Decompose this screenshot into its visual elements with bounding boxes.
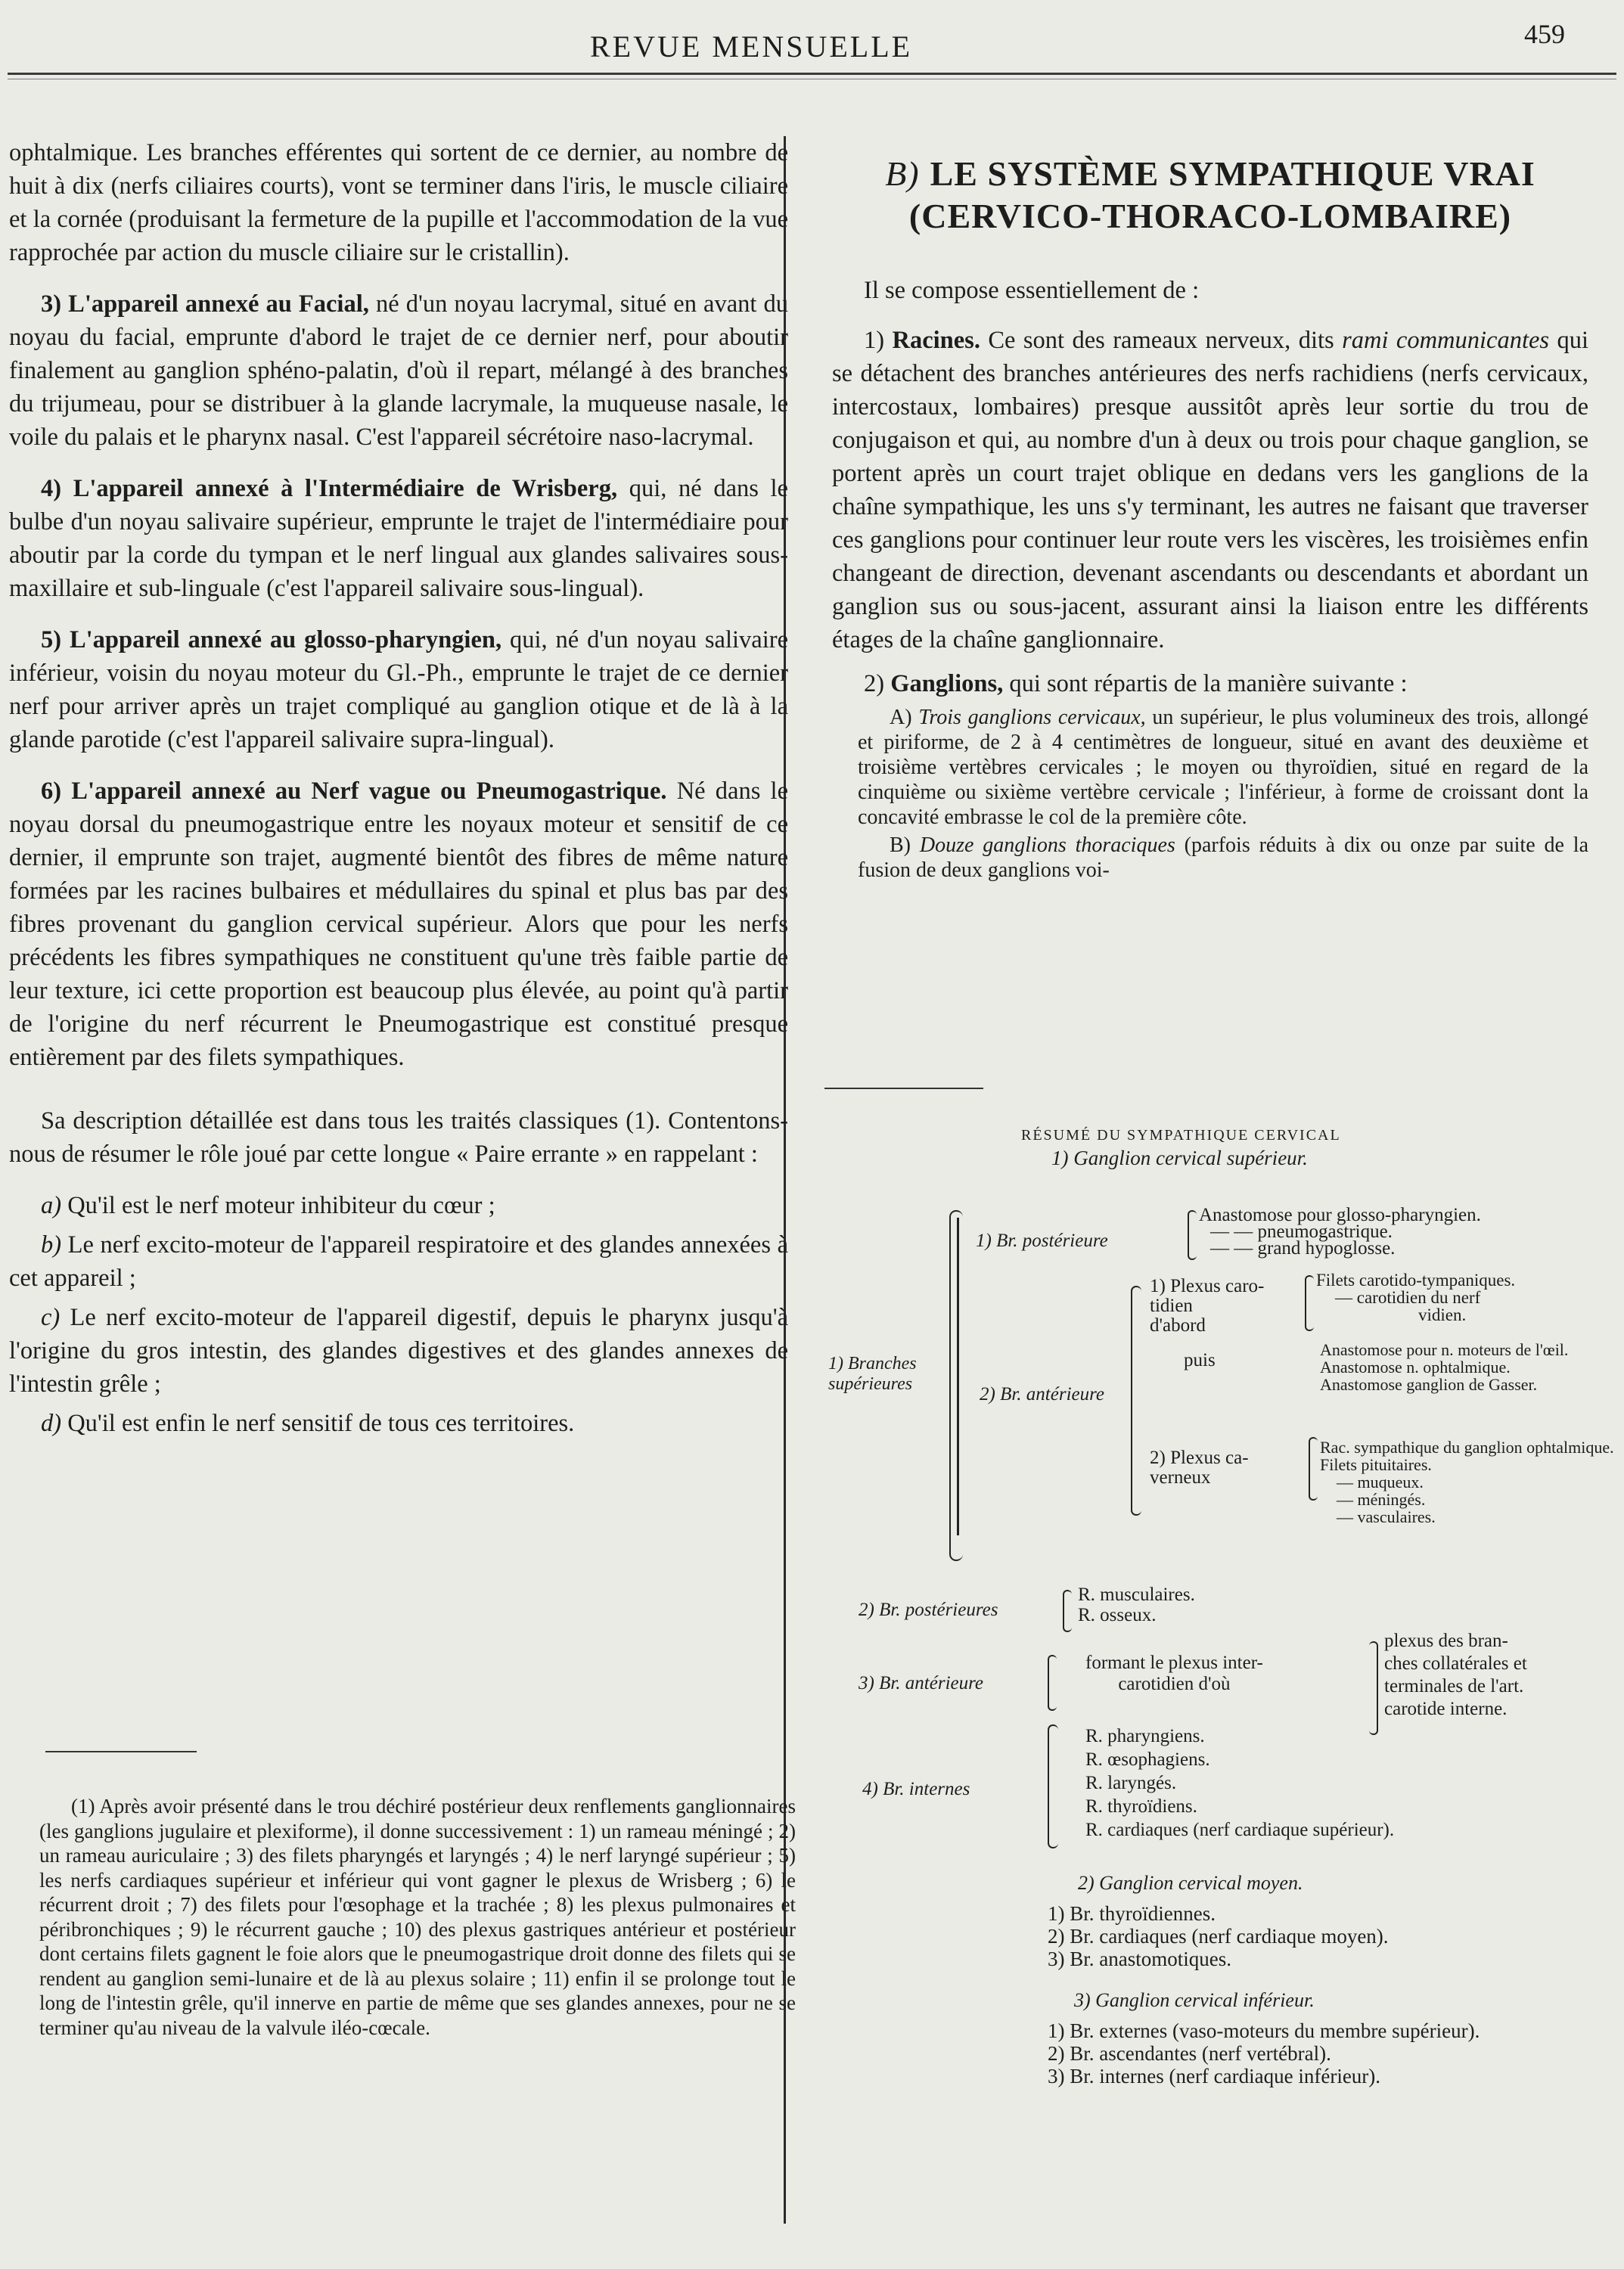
thoraciques-marker: B) [890, 833, 911, 857]
branches-label-line2: supérieures [828, 1374, 913, 1394]
branches-superieures-label [828, 1354, 917, 1395]
brace-posterieure [1188, 1210, 1197, 1260]
list-item-b [9, 1228, 788, 1295]
resume-diagram [824, 1127, 1624, 2186]
paragraph-wrisberg [9, 472, 788, 605]
racines-text-2: qui se détachent des branches antérieures des nerfs rachidiens (nerfs cervicaux, intercostaux, lombaires) presque aussitôt après leur sortie du trou de conjugaison et qui, au nombre d'un à deux ou trois pour chaque ganglion, se portent après un court trajet oblique en dedans vers les ganglions de la chaîne sympathique, les uns s'y terminant, les autres ne faisant que traverser ces ganglions pour continuer leur route vers les viscères, les troisièmes enfin changeant de direction, devenant ascendants ou descendants et abordant un ganglion sus ou sous-jacent, assurant ainsi la liaison entre les différents étages de la chaîne ganglionnaire. [832, 327, 1589, 653]
cervicaux-text: un supérieur, le plus volumineux des trois, allongé et piriforme, de 2 à 4 centimètres de longueur, situé en avant des deuxième et troisième vertèbres cervicales ; le moyen ou thyroïdien, situé en regard de la cinquième ou sixième vertèbre cervicale ; l'inférieur, à forme de croissant dont la concavité embrasse le col de la première côte. [858, 706, 1588, 829]
brace-anterieure [1131, 1286, 1141, 1516]
plexus-caverneux-line1: 2) Plexus ca- [1150, 1448, 1249, 1468]
r-musculaires: R. musculaires. [1078, 1585, 1195, 1605]
paragraph-description: Sa description détaillée est dans tous les traités classiques (1). Contentons-nous de résumer le rôle joué par cette longue « Paire errante » en rappelant : [9, 1107, 788, 1168]
brace-internes [1048, 1724, 1058, 1848]
paragraph-wrisberg-lead: 4) L'appareil annexé à l'Intermédiaire de Wrisberg, [41, 475, 618, 502]
paragraph-racines [832, 324, 1588, 656]
plexus-branches-line1: plexus des bran- [1384, 1631, 1508, 1651]
paragraph-vague-lead: 6) L'appareil annexé au Nerf vague ou Pneumogastrique. [41, 778, 667, 805]
filets-pituitaires: Filets pituitaires. [1320, 1455, 1432, 1474]
left-column [9, 136, 788, 1458]
journal-title: REVUE MENSUELLE [590, 29, 913, 64]
anastomose-pneumo: — — pneumogastrique. [1210, 1221, 1393, 1242]
ganglion-superieur-heading: 1) Ganglion cervical supérieur. [1051, 1147, 1308, 1169]
list-item-d-text: Qu'il est enfin le nerf sensitif de tous ces territoires. [67, 1410, 575, 1437]
branch-line [957, 1218, 959, 1535]
plexus-caverneux-line2: verneux [1150, 1467, 1211, 1488]
paragraph-facial [9, 287, 788, 454]
br-anterieure-label: 2) Br. antérieure [980, 1384, 1105, 1405]
footnotes [39, 1794, 796, 2040]
br-cardiaques: 2) Br. cardiaques (nerf cardiaque moyen). [1048, 1925, 1389, 1948]
filets-vasculaires: — vasculaires. [1337, 1507, 1436, 1526]
cervicaux-marker: A) [890, 706, 912, 729]
list-item-b-marker: b) [41, 1231, 62, 1259]
list-item-a-text: Qu'il est le nerf moteur inhibiteur du cœur ; [67, 1192, 495, 1219]
plexus-carotidien-line3: d'abord [1150, 1315, 1206, 1336]
r-cardiaques: R. cardiaques (nerf cardiaque supérieur). [1085, 1820, 1395, 1840]
ganglions-label: Ganglions, [890, 670, 1004, 697]
racines-italic: rami communicantes [1342, 327, 1550, 354]
ganglion-inferieur-heading: 3) Ganglion cervical inférieur. [1074, 1989, 1315, 2011]
list-item-d [9, 1407, 788, 1440]
section-title-line1: LE SYSTÈME SYMPATHIQUE VRAI [930, 154, 1536, 193]
br-internes-inf: 3) Br. internes (nerf cardiaque inférieur). [1048, 2065, 1381, 2087]
paragraph-facial-body: né d'un noyau lacrymal, situé en avant du noyau du facial, emprunte d'abord le trajet de ce dernier nerf, pour aboutir finalement au ganglion sphéno-palatin, d'où il repart, mélangé à des branches du trijumeau, pour se distribuer à la glande lacrymale, la muqueuse nasale, le voile du palais et le pharynx nasal. C'est l'appareil sécrétoire naso-lacrymal. [9, 290, 788, 451]
paragraph-cervicaux [832, 705, 1588, 830]
cervicaux-italic: Trois ganglions cervicaux, [918, 706, 1146, 729]
plexus-branches-line4: carotide interne. [1384, 1699, 1508, 1719]
list-item-a [9, 1189, 788, 1222]
branches-label-line1: 1) Branches [828, 1354, 917, 1374]
ganglion-moyen-heading: 2) Ganglion cervical moyen. [1078, 1872, 1303, 1894]
paragraph-glosso-lead: 5) L'appareil annexé au glosso-pharyngien, [41, 626, 502, 653]
anastomose-moteurs: Anastomose pour n. moteurs de l'œil. [1320, 1340, 1569, 1359]
list-item-c [9, 1301, 788, 1401]
r-larynges: R. laryngés. [1085, 1773, 1177, 1793]
list-item-b-text: Le nerf excito-moteur de l'appareil respiratoire et des glandes annexées à cet appareil ; [9, 1231, 788, 1292]
paragraph-vague [9, 774, 788, 1074]
thoraciques-text: (parfois réduits à dix ou onze par suite de la fusion de deux ganglions voi- [858, 833, 1588, 882]
plexus-carotidien-label [1150, 1277, 1264, 1336]
ganglion-inferieur-items [1048, 2019, 1480, 2087]
plexus-caverneux-label [1150, 1448, 1249, 1488]
racines-number: 1) [864, 327, 885, 354]
diagram-title: RÉSUMÉ DU SYMPATHIQUE CERVICAL [1021, 1127, 1341, 1144]
filets-muqueux: — muqueux. [1337, 1473, 1424, 1491]
r-thyroidiens: R. thyroïdiens. [1085, 1796, 1197, 1817]
plexus-branches-text [1384, 1630, 1527, 1721]
br-anterieure-3-label: 3) Br. antérieure [859, 1673, 984, 1693]
paragraph-glosso [9, 623, 788, 756]
paragraph-ophtalmique: ophtalmique. Les branches efférentes qui sortent de ce dernier, au nombre de huit à dix (nerfs ciliaires courts), vont se terminer dans l'iris, le muscle ciliaire et la cornée (produisant la fermeture de la pupille et l'accommodation de la vue rapprochée par action du muscle ciliaire sur le cristallin). [9, 139, 788, 266]
header-rule [8, 73, 1616, 75]
section-rule [824, 1088, 983, 1089]
rac-sympathique: Rac. sympathique du ganglion ophtalmique. [1320, 1438, 1614, 1457]
br-posterieure-label: 1) Br. postérieure [976, 1231, 1108, 1251]
thoraciques-italic: Douze ganglions thoraciques [919, 833, 1175, 857]
filets-carotidien: — carotidien du nerf [1335, 1288, 1481, 1307]
filets-carotido: Filets carotido-tympaniques. [1316, 1271, 1516, 1290]
br-externes: 1) Br. externes (vaso-moteurs du membre supérieur). [1048, 2019, 1480, 2042]
br-anastomotiques: 3) Br. anastomotiques. [1048, 1948, 1231, 1970]
anastomose-hypoglosse: — — grand hypoglosse. [1210, 1238, 1396, 1259]
footnote-separator [45, 1751, 197, 1752]
right-column [832, 136, 1588, 883]
brace-plexus-carotidien [1305, 1275, 1314, 1331]
br-posterieures-label: 2) Br. postérieures [859, 1600, 998, 1620]
paragraph-glosso-body: qui, né d'un noyau salivaire inférieur, voisin du noyau moteur du Gl.-Ph., emprunte le trajet de ce dernier nerf pour arriver après un trajet compliqué au ganglion otique et de là à la glande parotide (c'est l'appareil salivaire supra-lingual). [9, 626, 788, 753]
list-item-a-marker: a) [41, 1192, 62, 1219]
br-thyroidiennes: 1) Br. thyroïdiennes. [1048, 1902, 1216, 1925]
r-pharyngiens: R. pharyngiens. [1085, 1726, 1205, 1746]
anastomoses-oculaires [1320, 1341, 1619, 1393]
r-oesophagiens: R. œsophagiens. [1085, 1749, 1210, 1770]
filets-meninges: — méningés. [1337, 1490, 1426, 1509]
ganglions-text: qui sont répartis de la manière suivante : [1003, 670, 1408, 697]
plexus-carotidien-line1: 1) Plexus caro- [1150, 1276, 1265, 1296]
brace-anterieure-3 [1048, 1655, 1057, 1711]
plexus-carotidien-line2: tidien [1150, 1296, 1193, 1316]
brace-plexus-branches [1369, 1641, 1378, 1735]
section-title [832, 153, 1588, 237]
brace-posterieures [1063, 1590, 1072, 1632]
list-item-c-text: Le nerf excito-moteur de l'appareil digestif, depuis le pharynx jusqu'à l'origine du gros intestin, des glandes digestives et des glandes annexes de l'intestin grêle ; [9, 1304, 789, 1398]
br-ascendantes: 2) Br. ascendantes (nerf vertébral). [1048, 2042, 1331, 2065]
racines-text-1: Ce sont des rameaux nerveux, dits [988, 327, 1334, 354]
paragraph-thoraciques [832, 833, 1588, 883]
filets-vidien: vidien. [1418, 1305, 1467, 1324]
anastomose-gasser: Anastomose ganglion de Gasser. [1320, 1375, 1538, 1394]
paragraph-facial-lead: 3) L'appareil annexé au Facial, [41, 290, 369, 318]
section-letter: B) [885, 154, 920, 193]
paragraph-intro: Il se compose essentiellement de : [864, 277, 1200, 304]
page-number: 459 [1524, 19, 1565, 49]
list-item-c-marker: c) [41, 1304, 61, 1331]
internes-items [1085, 1724, 1394, 1842]
ganglion-moyen-items [1048, 1902, 1389, 1970]
running-head [0, 14, 1624, 67]
racines-label: Racines. [892, 327, 980, 354]
brace-caverneux [1309, 1437, 1318, 1501]
section-title-line2: (CERVICO-THORACO-LOMBAIRE) [908, 197, 1512, 235]
ganglions-number: 2) [864, 670, 885, 697]
list-item-d-marker: d) [41, 1410, 62, 1437]
anastomose-ophtalmique: Anastomose n. ophtalmique. [1320, 1358, 1511, 1377]
caverneux-items [1320, 1439, 1619, 1526]
plexus-branches-line2: ches collatérales et [1384, 1653, 1527, 1674]
formant-plexus [1085, 1653, 1263, 1695]
r-osseux: R. osseux. [1078, 1605, 1157, 1625]
brace-branches [949, 1210, 963, 1561]
puis-label: puis [1184, 1350, 1216, 1370]
footnote-1: (1) Après avoir présenté dans le trou déchiré postérieur deux renflements ganglionnaires (les ganglions jugulaire et plexiforme), il donne successivement : 1) un rameau méningé ; 2) un rameau auriculaire ; 3) des filets pharyngés et laryngés ; 4) le nerf laryngé supérieur ; 5) les nerfs cardiaques supérieur et inférieur qui vont gagner le plexus de Wrisberg ; 6) le récurrent droit ; 7) des filets pour l'œsophage et la trachée ; 8) les plexus pulmonaires et péribronchiques ; 9) le récurrent gauche ; 10) des plexus gastriques antérieur et postérieur dont certains filets gagnent le foie alors que le pneumogastrique droit donne des filets qui se rendent au ganglion semi-lunaire et de là au plexus solaire ; 11) enfin il se prolonge tout le long de l'intestin grêle, qu'il innerve en partie de même que ses glandes annexes, pour ne se terminer qu'au niveau de la valvule iléo-cœcale. [39, 1795, 796, 2039]
paragraph-wrisberg-body: qui, né dans le bulbe d'un noyau salivaire supérieur, emprunte le trajet de l'intermédiaire pour aboutir par la corde du tympan et le nerf lingual aux glandes salivaires sous-maxillaire et sub-linguale (c'est l'appareil salivaire sous-lingual). [9, 475, 788, 602]
paragraph-vague-body: Né dans le noyau dorsal du pneumogastrique entre les noyaux moteur et sensitif de ce dernier, il emprunte son trajet, augmenté bientôt des fibres de même nature formées par les racines bulbaires et médullaires du spinal et plus bas par des fibres provenant du ganglion cervical supérieur. Alors que pour les nerfs précédents les fibres sympathiques ne constituent qu'une très faible partie de leur texture, ici cette proportion est beaucoup plus élevée, au point qu'à partir de l'origine du nerf récurrent le Pneumogastrique est constitué presque entièrement par des filets sympathiques. [9, 778, 788, 1071]
formant-plexus-line1: formant le plexus inter- [1085, 1653, 1263, 1673]
paragraph-ganglions [832, 667, 1588, 700]
formant-plexus-line2: carotidien d'où [1118, 1674, 1231, 1694]
br-internes-label: 4) Br. internes [862, 1779, 970, 1799]
plexus-branches-line3: terminales de l'art. [1384, 1676, 1524, 1696]
anastomose-glosso: Anastomose pour glosso-pharyngien. [1199, 1205, 1481, 1225]
